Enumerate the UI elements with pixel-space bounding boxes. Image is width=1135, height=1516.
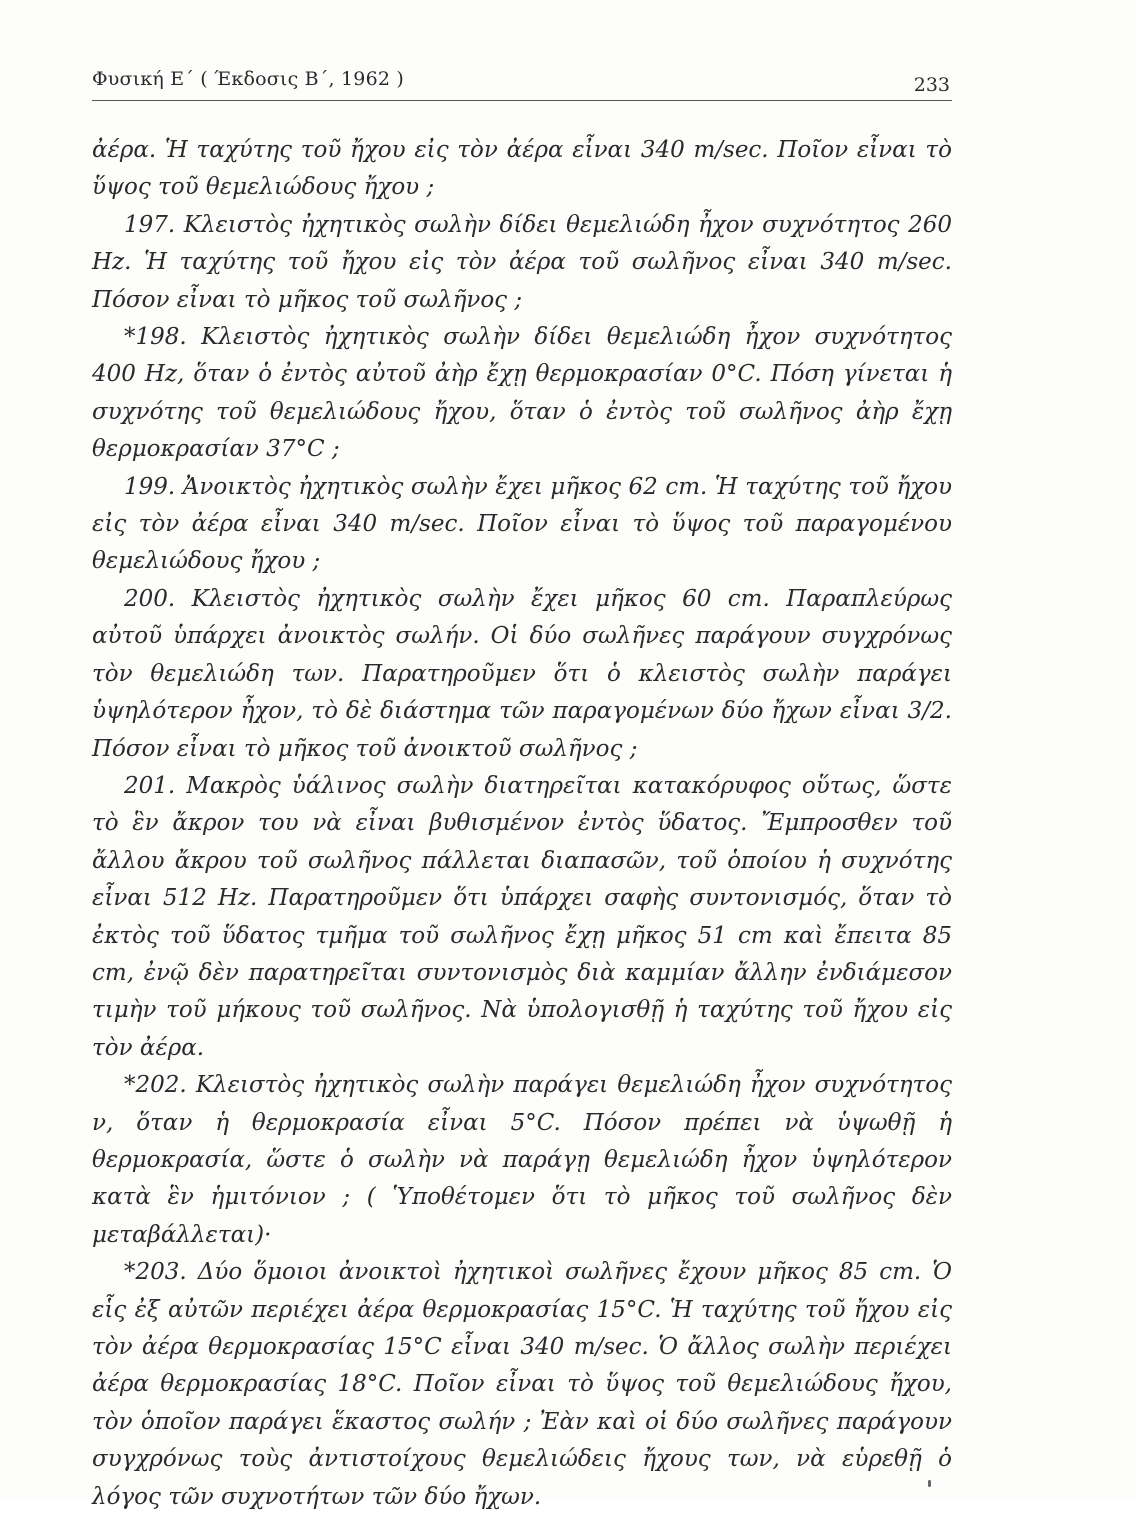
exercise-202 bbox=[92, 1067, 952, 1254]
exercise-text: Κλειστὸς ἠχητικὸς σωλὴν παράγει θεμελιώδη ἦχον συχνότητος ν, ὅταν ἡ θερμοκρασία εἶναι 5°C. Πόσον πρέπει νὰ ὑψωθῇ ἡ θερμοκρασία, ὥστε ὁ σωλὴν νὰ παράγῃ θεμελιώδη ἦχον ὑψηλότερον κατὰ ἓν ἡμιτόνιον ; ( Ὑποθέτομεν ὅτι τὸ μῆκος τοῦ σωλῆνος δὲν μεταβάλλεται)· bbox=[92, 1072, 952, 1248]
page-number: 233 bbox=[913, 74, 950, 96]
exercise-number: 200. bbox=[124, 585, 176, 612]
exercise-text: Δύο ὅμοιοι ἀνοικτοὶ ἠχητικοὶ σωλῆνες ἔχουν μῆκος 85 cm. Ὁ εἷς ἐξ αὐτῶν περιέχει ἀέρα θερμοκρασίας 15°C. Ἡ ταχύτης τοῦ ἤχου εἰς τὸν ἀέρα θερμοκρασίας 15°C εἶναι 340 m/sec. Ὁ ἄλλος σωλὴν περιέχει ἀέρα θερμοκρασίας 18°C. Ποῖον εἶναι τὸ ὕψος τοῦ θεμελιώδους ἤχου, τὸν ὁποῖον παράγει ἕκαστος σωλήν ; Ἐὰν καὶ οἱ δύο σωλῆνες παράγουν συγχρόνως τοὺς ἀντιστοίχους θεμελιώδεις ἤχους των, νὰ εὑρεθῇ ὁ λόγος τῶν συχνοτήτων τῶν δύο ἤχων. bbox=[92, 1259, 953, 1510]
exercise-number: 201. bbox=[124, 772, 176, 799]
exercise-text: Κλειστὸς ἠχητικὸς σωλὴν δίδει θεμελιώδη ἦχον συχνότητος 400 Hz, ὅταν ὁ ἐντὸς αὐτοῦ ἀὴρ ἔχῃ θερμοκρασίαν 0°C. Πόση γίνεται ἡ συχνότης τοῦ θεμελιώδους ἤχου, ὅταν ὁ ἐντὸς τοῦ σωλῆνος ἀὴρ ἔχῃ θερμοκρασίαν 37°C ; bbox=[92, 324, 953, 463]
exercise-203 bbox=[92, 1254, 952, 1516]
exercise-text: Κλειστὸς ἠχητικὸς σωλὴν δίδει θεμελιώδη ἦχον συχνότητος 260 Hz. Ἡ ταχύτης τοῦ ἤχου εἰς τὸν ἀέρα τοῦ σωλῆνος εἶναι 340 m/sec. Πόσον εἶναι τὸ μῆκος τοῦ σωλῆνος ; bbox=[92, 211, 952, 313]
exercise-number: 197. bbox=[124, 211, 176, 238]
exercise-199 bbox=[92, 469, 952, 581]
exercise-number: 199. bbox=[124, 473, 176, 500]
exercise-198 bbox=[92, 319, 952, 469]
running-head: Φυσική Ε΄ ( Έκδοσις Β΄, 1962 ) bbox=[92, 68, 405, 90]
page-body bbox=[92, 132, 952, 1516]
exercise-text: Κλειστὸς ἠχητικὸς σωλὴν ἔχει μῆκος 60 cm. Παραπλεύρως αὐτοῦ ὑπάρχει ἀνοικτὸς σωλήν. Οἱ δύο σωλῆνες παράγουν συγχρόνως τὸν θεμελιώδη των. Παρατηροῦμεν ὅτι ὁ κλειστὸς σωλὴν παράγει ὑψηλότερον ἦχον, τὸ δὲ διάστημα τῶν παραγομένων δύο ἤχων εἶναι 3/2. Πόσον εἶναι τὸ μῆκος τοῦ ἀνοικτοῦ σωλῆνος ; bbox=[92, 585, 953, 762]
exercise-200 bbox=[92, 581, 952, 768]
paragraph-continuation bbox=[92, 132, 952, 207]
exercise-number: *202. bbox=[124, 1072, 187, 1099]
exercise-text: Ἀνοικτὸς ἠχητικὸς σωλὴν ἔχει μῆκος 62 cm. Ἡ ταχύτης τοῦ ἤχου εἰς τὸν ἀέρα εἶναι 340 m/sec. Ποῖον εἶναι τὸ ὕψος τοῦ παραγομένου θεμελιώδους ἤχου ; bbox=[92, 473, 952, 575]
scan-speck bbox=[928, 1480, 931, 1487]
exercise-number: *198. bbox=[124, 324, 187, 351]
exercise-197 bbox=[92, 207, 952, 319]
exercise-text: Μακρὸς ὑάλινος σωλὴν διατηρεῖται κατακόρυφος οὕτως, ὥστε τὸ ἓν ἄκρον του νὰ εἶναι βυθισμένον ἐντὸς ὕδατος. Ἔμπροσθεν τοῦ ἄλλου ἄκρου τοῦ σωλῆνος πάλλεται διαπασῶν, τοῦ ὁποίου ἡ συχνότης εἶναι 512 Hz. Παρατηροῦμεν ὅτι ὑπάρχει σαφὴς συντονισμός, ὅταν τὸ ἐκτὸς τοῦ ὕδατος τμῆμα τοῦ σωλῆνος ἔχῃ μῆκος 51 cm καὶ ἔπειτα 85 cm, ἐνῷ δὲν παρατηρεῖται συντονισμὸς διὰ καμμίαν ἄλλην ἐνδιάμεσον τιμὴν τοῦ μήκους τοῦ σωλῆνος. Νὰ ὑπολογισθῇ ἡ ταχύτης τοῦ ἤχου εἰς τὸν ἀέρα. bbox=[92, 772, 952, 1061]
paragraph-text: ἀέρα. Ἡ ταχύτης τοῦ ἤχου εἰς τὸν ἀέρα εἶναι 340 m/sec. Ποῖον εἶναι τὸ ὕψος τοῦ θεμελιώδους ἤχου ; bbox=[92, 137, 953, 201]
exercise-201 bbox=[92, 768, 952, 1067]
page-header bbox=[92, 64, 952, 101]
exercise-number: *203. bbox=[124, 1259, 187, 1286]
